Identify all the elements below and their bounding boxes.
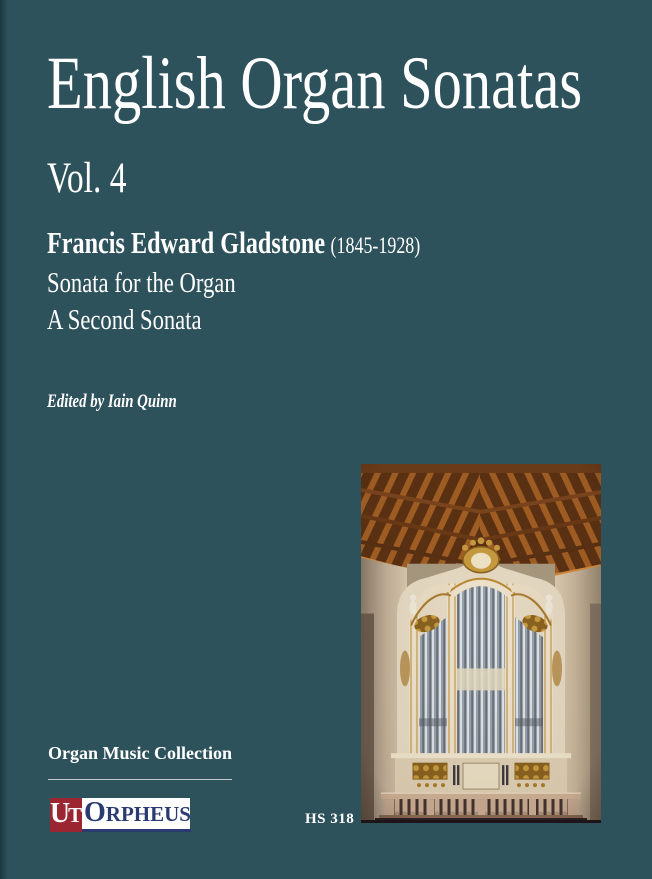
logo-letter-t: T: [68, 803, 83, 827]
publisher-logo: [50, 798, 190, 832]
logo-letter-o: O: [84, 797, 106, 828]
editor-credit: Edited by Iain Quinn: [47, 391, 177, 412]
logo-letters-rpheus: RPHEUS: [105, 802, 191, 826]
composer-years: (1845-1928): [330, 233, 421, 258]
publisher-logo-orpheus-box: [82, 798, 191, 832]
publisher-logo-ut-box: [50, 798, 82, 832]
volume-label: Vol. 4: [47, 155, 127, 202]
catalog-number: HS 318: [305, 811, 355, 827]
logo-letter-u: U: [49, 798, 71, 829]
work-title-1: Sonata for the Organ: [47, 267, 236, 299]
spine-shadow: [0, 0, 8, 879]
series-title: Organ Music Collection: [48, 743, 232, 763]
organ-photo-illustration: [361, 464, 601, 823]
page-title: English Organ Sonatas: [47, 42, 583, 125]
composer-name: Francis Edward Gladstone: [47, 225, 326, 260]
divider-line: [48, 779, 232, 780]
pipe-organ-photo: [361, 464, 601, 823]
work-title-2: A Second Sonata: [47, 304, 202, 336]
composer-line: [47, 227, 420, 258]
